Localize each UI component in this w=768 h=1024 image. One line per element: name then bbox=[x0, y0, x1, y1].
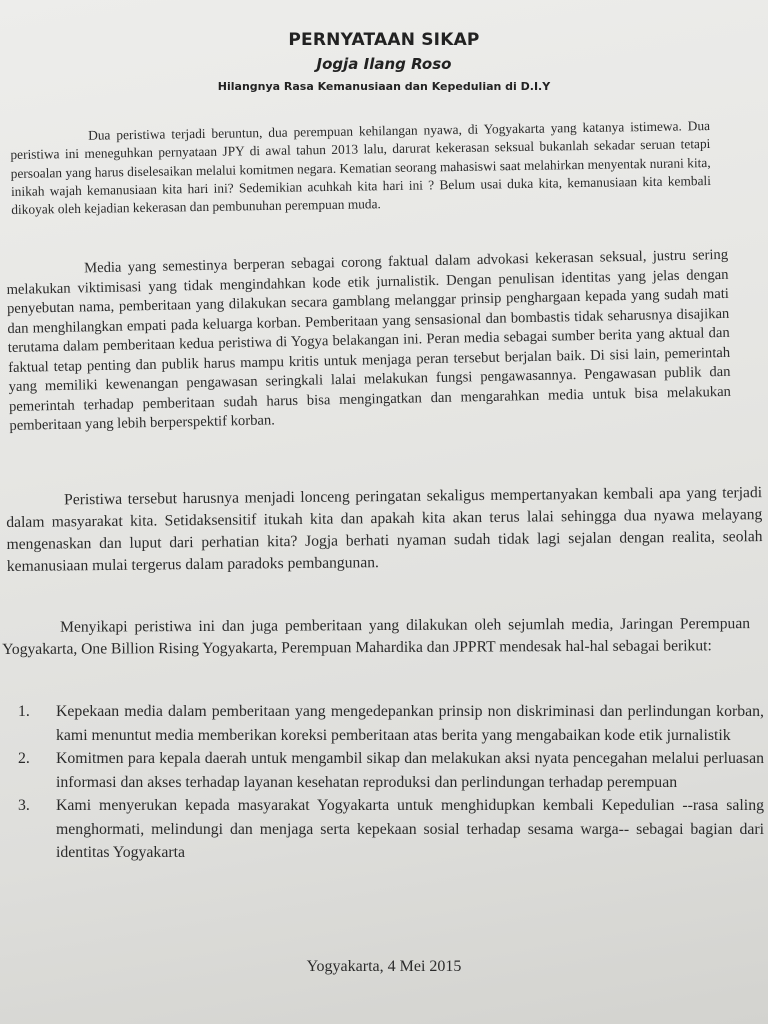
demands-list bbox=[18, 700, 764, 865]
paragraph-2-text: Media yang semestinya berperan sebagai corong faktual dalam advokasi kekerasan seksual, justru sering melakukan viktimisasi yang tidak mengindahkan kode etik jurnalistik. Dengan penulisan identitas yang jelas dengan penyebutan nama, pemberitaan yang dilakukan secara gamblang melanggar prinsip penghargaan kepada yang sudah mati dan menghilangkan empati pada keluarga korban. Pemberitaan yang sensasional dan bombastis tidak seharusnya disajikan terutama dalam pemberitaan kedua peristiwa di Yogya belakangan ini. Peran media sebagai sumber berita yang aktual dan faktual tetap penting dan publik harus mampu kritis untuk menjaga peran tersebut berjalan baik. Di sisi lain, pemerintah yang memiliki kewenangan pengawasan seringkali lalai melakukan fungsi pengawasannya. Pengawasan publik dan pemerintah terhadap pemberitaan sudah harus bisa mengingatkan dan mengarahkan media untuk bisa melakukan pemberitaan yang lebih berperspektif korban. bbox=[6, 246, 732, 434]
paragraph-4 bbox=[2, 613, 750, 661]
document-title: PERNYATAAN SIKAP bbox=[288, 30, 480, 50]
paragraph-1 bbox=[10, 117, 711, 219]
paragraph-3 bbox=[6, 482, 763, 578]
paragraph-4-text: Menyikapi peristiwa ini dan juga pemberitaan yang dilakukan oleh sejumlah media, Jaringan Perempuan Yogyakarta, One Billion Rising Yogyakarta, Perempuan Mahardika dan JPPRT mendesak hal-hal sebagai berikut: bbox=[2, 615, 751, 658]
document-subtitle: Jogja Ilang Roso bbox=[316, 55, 452, 73]
demand-text: Komitmen para kepala daerah untuk mengambil sikap dan melakukan aksi nyata pencegahan melalui perluasan informasi dan akses terhadap layanan kesehatan reproduksi dan perlindungan terhadap perempuan bbox=[56, 750, 764, 791]
demand-text: Kepekaan media dalam pemberitaan yang mengedepankan prinsip non diskriminasi dan perlindungan korban, kami menuntut media memberikan koreksi pemberitaan atas berita yang mengabaikan kode etik jurnalistik bbox=[56, 703, 764, 744]
demand-text: Kami menyerukan kepada masyarakat Yogyakarta untuk menghidupkan kembali Kepedulian --rasa saling menghormati, melindungi dan menjaga serta kepekaan sosial terhadap sesama warga-- sebagai bagian dari identitas Yogyakarta bbox=[56, 797, 764, 861]
demand-number: 1. bbox=[18, 703, 30, 720]
demand-number: 2. bbox=[18, 750, 30, 767]
paragraph-2 bbox=[6, 246, 732, 437]
paragraph-indent bbox=[10, 140, 88, 141]
demand-item bbox=[18, 794, 764, 865]
demand-item bbox=[18, 700, 764, 747]
paragraph-indent bbox=[6, 504, 64, 505]
demand-number: 3. bbox=[18, 797, 30, 814]
place-date-signoff: Yogyakarta, 4 Mei 2015 bbox=[306, 958, 462, 975]
paragraph-3-text: Peristiwa tersebut harusnya menjadi lonceng peringatan sekaligus mempertanyakan kembali apa yang terjadi dalam masyarakat kita. Setidaksensitif itukah kita dan apakah kita akan terus lalai sehingga dua nyawa melayang mengenaskan dan luput dari perhatian kita? Jogja berhati nyaman sudah tidak lagi sejalan dengan realita, seolah kemanusiaan mulai tergerus dalam paradoks pembangunan. bbox=[6, 484, 763, 575]
paragraph-1-text: Dua peristiwa terjadi beruntun, dua perempuan kehilangan nyawa, di Yogyakarta yang katanya istimewa. Dua peristiwa ini meneguhkan pernyataan JPY di awal tahun 2013 lalu, darurat kekerasan seksual bukanlah sekadar seruan tetapi persoalan yang harus diselesaikan melalui komitmen negara. Kematian seorang mahasiswi saat melahirkan menyentak nurani kita, inikah wajah kemanusiaan kita hari ini? Sedemikian acuhkah kita hari ini ? Belum usai duka kita, kemanusiaan kita kembali dikoyak oleh kejadian kekerasan dan pembunuhan perempuan muda. bbox=[10, 118, 712, 218]
demand-item bbox=[18, 747, 764, 794]
document-tagline: Hilangnya Rasa Kemanusiaan dan Kepedulian di D.I.Y bbox=[217, 80, 551, 93]
paragraph-indent bbox=[6, 272, 84, 274]
